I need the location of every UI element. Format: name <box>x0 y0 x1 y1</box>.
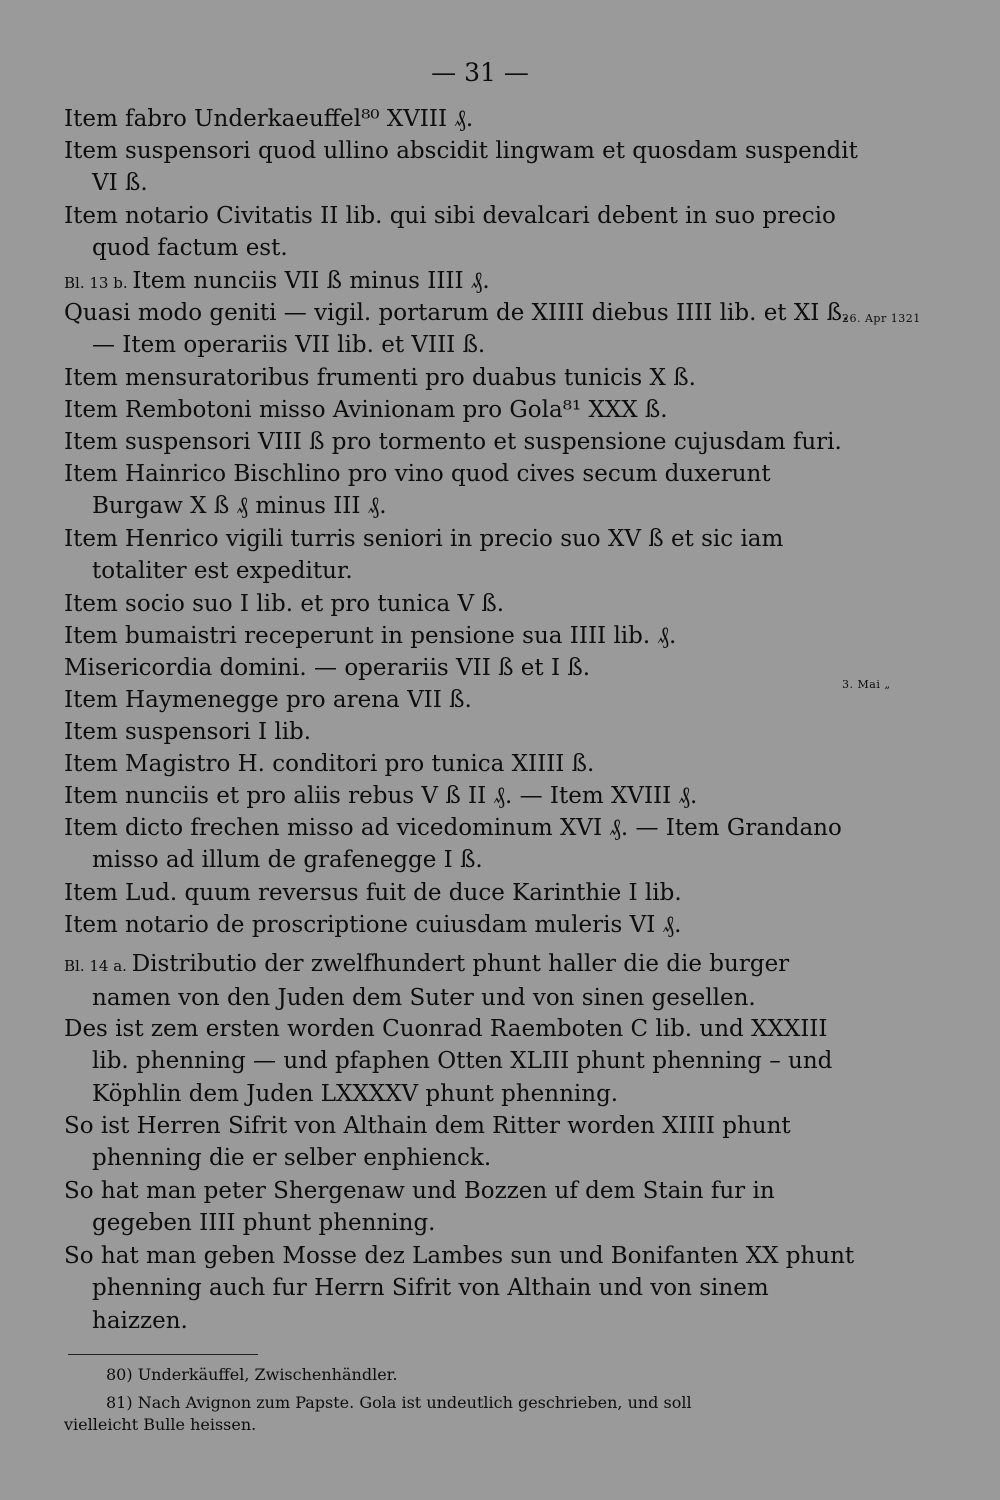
entry-text: Item socio suo I lib. et pro tunica V ß. <box>64 591 505 617</box>
footnote-divider <box>68 1354 258 1355</box>
ledger-entry <box>64 909 858 941</box>
entry-text: Quasi modo geniti — vigil. portarum de XIIII diebus IIII lib. et XI ß. — Item operariis VII lib. et VIII ß. <box>64 300 850 359</box>
page-number: — 31 — <box>431 58 529 87</box>
entry-text: So ist Herren Sifrit von Althain dem Ritter worden XIIII phunt phenning die er selber enphienck. <box>64 1113 791 1172</box>
ledger-entry <box>64 620 858 652</box>
ledger-entry <box>64 297 858 362</box>
ledger-entry <box>64 812 858 877</box>
margin-date: 26. Apr 1321 <box>842 312 921 325</box>
ledger-entry <box>64 265 858 299</box>
entry-text: Item Lud. quum reversus fuit de duce Karinthie I lib. <box>64 880 682 906</box>
entry-text: Item suspensori quod ullino abscidit lingwam et quosdam suspendit VI ß. <box>64 138 858 197</box>
ledger-entry <box>64 1175 858 1240</box>
entry-text: Item notario Civitatis II lib. qui sibi devalcari debent in suo precio quod factum est. <box>64 203 836 262</box>
entry-text: Item mensuratoribus frumenti pro duabus tunicis X ß. <box>64 365 696 391</box>
entry-text: So hat man geben Mosse dez Lambes sun und Bonifanten XX phunt phenning auch fur Herrn Sifrit von Althain und von sinem haizzen. <box>64 1243 855 1334</box>
entry-text: Item Magistro H. conditori pro tunica XIIII ß. <box>64 751 595 777</box>
ledger-entry <box>64 458 858 523</box>
ledger-entry <box>64 1013 858 1110</box>
ledger-entry <box>64 716 858 748</box>
entry-text: Item fabro Underkaeuffel⁸⁰ XVIII ₰. <box>64 106 474 132</box>
entry-text: So hat man peter Shergenaw und Bozzen uf dem Stain fur in gegeben IIII phunt phenning. <box>64 1178 775 1237</box>
ledger-entry <box>64 684 858 716</box>
entry-text: Item suspensori VIII ß pro tormento et suspensione cujusdam furi. <box>64 429 842 455</box>
ledger-entry <box>64 362 858 394</box>
ledger-entry <box>64 523 858 588</box>
entry-text: Item Haymenegge pro arena VII ß. <box>64 687 472 713</box>
entry-text: Item nunciis VII ß minus IIII ₰. <box>132 268 490 294</box>
ledger-entry <box>64 394 858 426</box>
entry-text: Des ist zem ersten worden Cuonrad Raemboten C lib. und XXXIII lib. phenning — und pfaphen Otten XLIII phunt phenning – und Köphlin dem Juden LXXXXV phunt phenning. <box>64 1016 833 1107</box>
entry-text: Item Hainrico Bischlino pro vino quod cives secum duxerunt Burgaw X ß ₰ minus III ₰. <box>64 461 771 520</box>
ledger-entry <box>64 103 858 135</box>
ledger-entry <box>64 652 858 684</box>
folio-reference: Bl. 14 a. <box>64 957 132 975</box>
margin-date: 3. Mai „ <box>842 678 891 691</box>
ledger-entry <box>64 200 858 265</box>
ledger-entry <box>64 780 858 812</box>
ledger-entry <box>64 748 858 780</box>
ledger-entry <box>64 135 858 200</box>
entry-text: Item Henrico vigili turris seniori in precio suo XV ß et sic iam totaliter est expeditur. <box>64 526 784 585</box>
folio-reference: Bl. 13 b. <box>64 274 133 292</box>
footnote-line: 80) Underkäuffel, Zwischenhändler. <box>106 1365 398 1384</box>
entry-text: Item Rembotoni misso Avinionam pro Gola⁸¹ XXX ß. <box>64 397 668 423</box>
ledger-entry <box>64 877 858 909</box>
ledger-entry <box>64 948 858 1015</box>
entry-text: Distributio der zwelfhundert phunt haller die die burger namen von den Juden dem Suter und von sinen gesellen. <box>92 951 790 1012</box>
ledger-entry <box>64 1110 858 1175</box>
entry-text: Misericordia domini. — operariis VII ß et I ß. <box>64 655 591 681</box>
footnote-line: vielleicht Bulle heissen. <box>64 1415 257 1434</box>
entry-text: Item dicto frechen misso ad vicedominum XVI ₰. — Item Grandano misso ad illum de grafenegge I ß. <box>64 815 842 874</box>
entry-text: Item bumaistri receperunt in pensione sua IIII lib. ₰. <box>64 623 677 649</box>
entry-text: Item notario de proscriptione cuiusdam muleris VI ₰. <box>64 912 682 938</box>
ledger-entry <box>64 588 858 620</box>
ledger-entry <box>64 1240 858 1337</box>
footnote-line: 81) Nach Avignon zum Papste. Gola ist undeutlich geschrieben, und soll <box>106 1393 692 1412</box>
entry-text: Item suspensori I lib. <box>64 719 312 745</box>
ledger-entry <box>64 426 858 458</box>
entry-text: Item nunciis et pro aliis rebus V ß II ₰. — Item XVIII ₰. <box>64 783 698 809</box>
